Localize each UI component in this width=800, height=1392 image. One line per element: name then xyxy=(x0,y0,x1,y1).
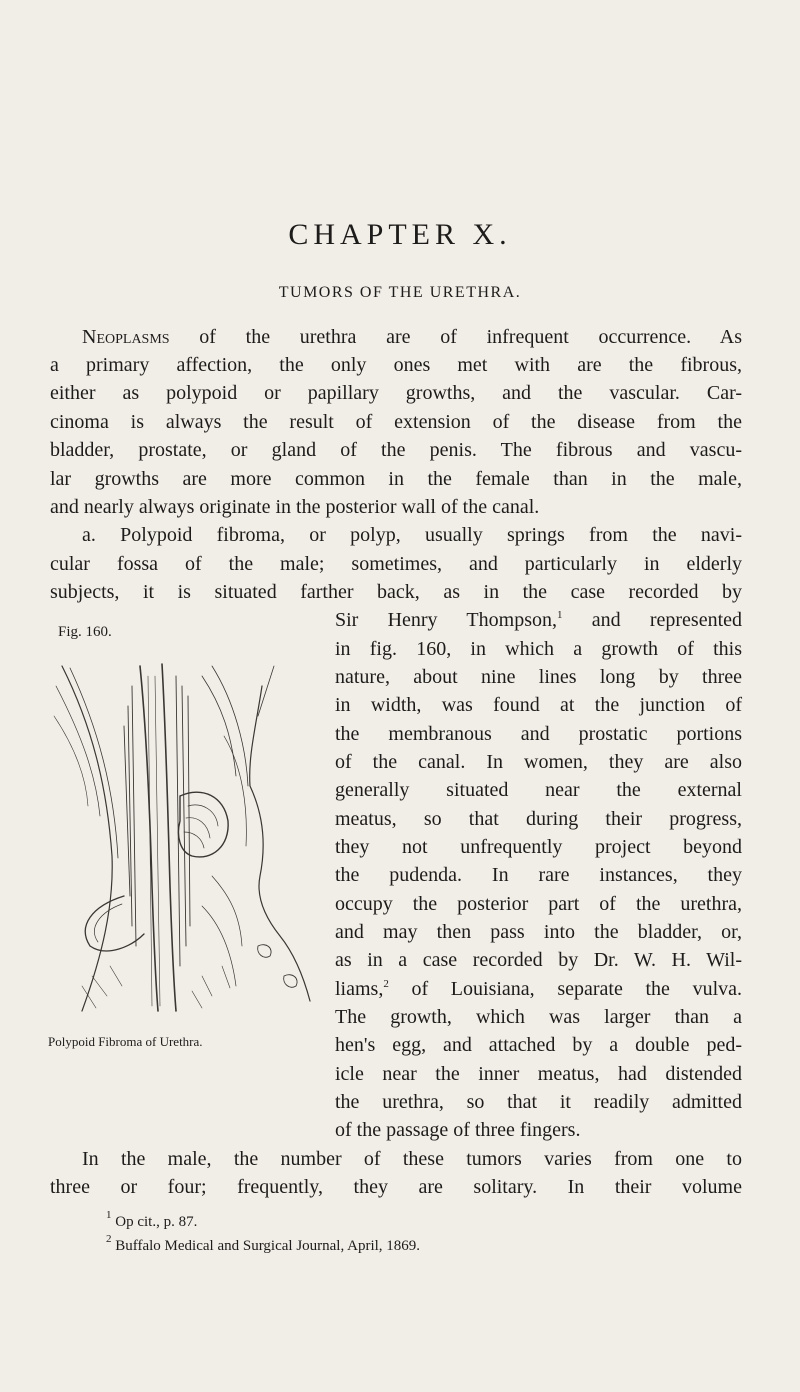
footnote-mark: 1 xyxy=(106,1209,112,1221)
paragraph-2-line-16: as in a case recorded by Dr. W. H. Wil- xyxy=(335,949,742,971)
footnote-text: Buffalo Medical and Surgical Journal, April, 1869. xyxy=(115,1238,421,1254)
paragraph-2-line-18: The growth, which was larger than a xyxy=(335,1006,742,1028)
lead-word: Neoplasms xyxy=(82,326,170,348)
paragraph-2-line-1: a. Polypoid fibroma, or polyp, usually springs from the navi- xyxy=(82,524,742,546)
chapter-title: CHAPTER X. xyxy=(288,218,512,251)
section-title: TUMORS OF THE URETHRA. xyxy=(278,284,522,301)
footnote-2 xyxy=(106,1233,421,1255)
footnote-mark: 2 xyxy=(106,1233,112,1245)
paragraph-2-line-7: in width, was found at the junction of xyxy=(335,694,742,716)
paragraph-2-line-22: of the passage of three fingers. xyxy=(335,1119,581,1141)
paragraph-2-line-19: hen's egg, and attached by a double ped- xyxy=(335,1034,742,1056)
paragraph-1-line-1 xyxy=(82,324,742,351)
line-text: of the urethra are of infrequent occurrence. As xyxy=(199,326,742,348)
paragraph-2-line-2: cular fossa of the male; sometimes, and particularly in elderly xyxy=(50,553,742,575)
paragraph-2-line-5: in fig. 160, in which a growth of this xyxy=(335,638,742,660)
paragraph-1-line-3: either as polypoid or papillary growths, and the vascular. Car- xyxy=(50,382,742,404)
paragraph-2-line-17 xyxy=(335,976,742,1003)
paragraph-2-line-21: the urethra, so that it readily admitted xyxy=(335,1091,742,1113)
paragraph-2-line-24: three or four; frequently, they are solitary. In their volume xyxy=(50,1176,742,1198)
paragraph-1-line-5: bladder, prostate, or gland of the penis. The fibrous and vascu- xyxy=(50,439,742,461)
line-text: of Louisiana, separate the vulva. xyxy=(388,978,742,1000)
line-text: and represented xyxy=(562,609,742,631)
paragraph-2-line-14: occupy the posterior part of the urethra, xyxy=(335,893,742,915)
paragraph-2-line-20: icle near the inner meatus, had distended xyxy=(335,1063,742,1085)
figure-caption: Polypoid Fibroma of Urethra. xyxy=(48,1034,203,1049)
line-text: Sir Henry Thompson, xyxy=(335,609,557,631)
paragraph-2-line-3: subjects, it is situated farther back, as in the case recorded by xyxy=(50,581,742,603)
paragraph-2-line-23: In the male, the number of these tumors varies from one to xyxy=(82,1148,742,1170)
paragraph-2-line-11: meatus, so that during their progress, xyxy=(335,808,742,830)
paragraph-1-line-4: cinoma is always the result of extension of the disease from the xyxy=(50,411,742,433)
paragraph-2-line-9: of the canal. In women, they are also xyxy=(335,751,742,773)
paragraph-1-line-6: lar growths are more common in the female than in the male, xyxy=(50,468,742,490)
paragraph-2-line-10: generally situated near the external xyxy=(335,779,742,801)
paragraph-2-line-6: nature, about nine lines long by three xyxy=(335,666,742,688)
paragraph-2-line-12: they not unfrequently project beyond xyxy=(335,836,742,858)
footnote-1 xyxy=(106,1209,198,1231)
paragraph-2-line-4 xyxy=(335,607,742,634)
footnote-ref-2[interactable]: 2 xyxy=(383,978,389,990)
footnote-text: Op cit., p. 87. xyxy=(115,1214,198,1230)
paragraph-1-line-2: a primary affection, the only ones met with are the fibrous, xyxy=(50,354,742,376)
urethra-illustration xyxy=(52,646,324,1018)
paragraph-2-line-15: and may then pass into the bladder, or, xyxy=(335,921,742,943)
paragraph-1-line-7: and nearly always originate in the posterior wall of the canal. xyxy=(50,496,540,518)
paragraph-2-line-8: the membranous and prostatic portions xyxy=(335,723,742,745)
figure-label: Fig. 160. xyxy=(58,624,112,640)
line-text: liams, xyxy=(335,978,384,1000)
paragraph-2-line-13: the pudenda. In rare instances, they xyxy=(335,864,742,886)
footnote-ref-1[interactable]: 1 xyxy=(556,609,563,621)
